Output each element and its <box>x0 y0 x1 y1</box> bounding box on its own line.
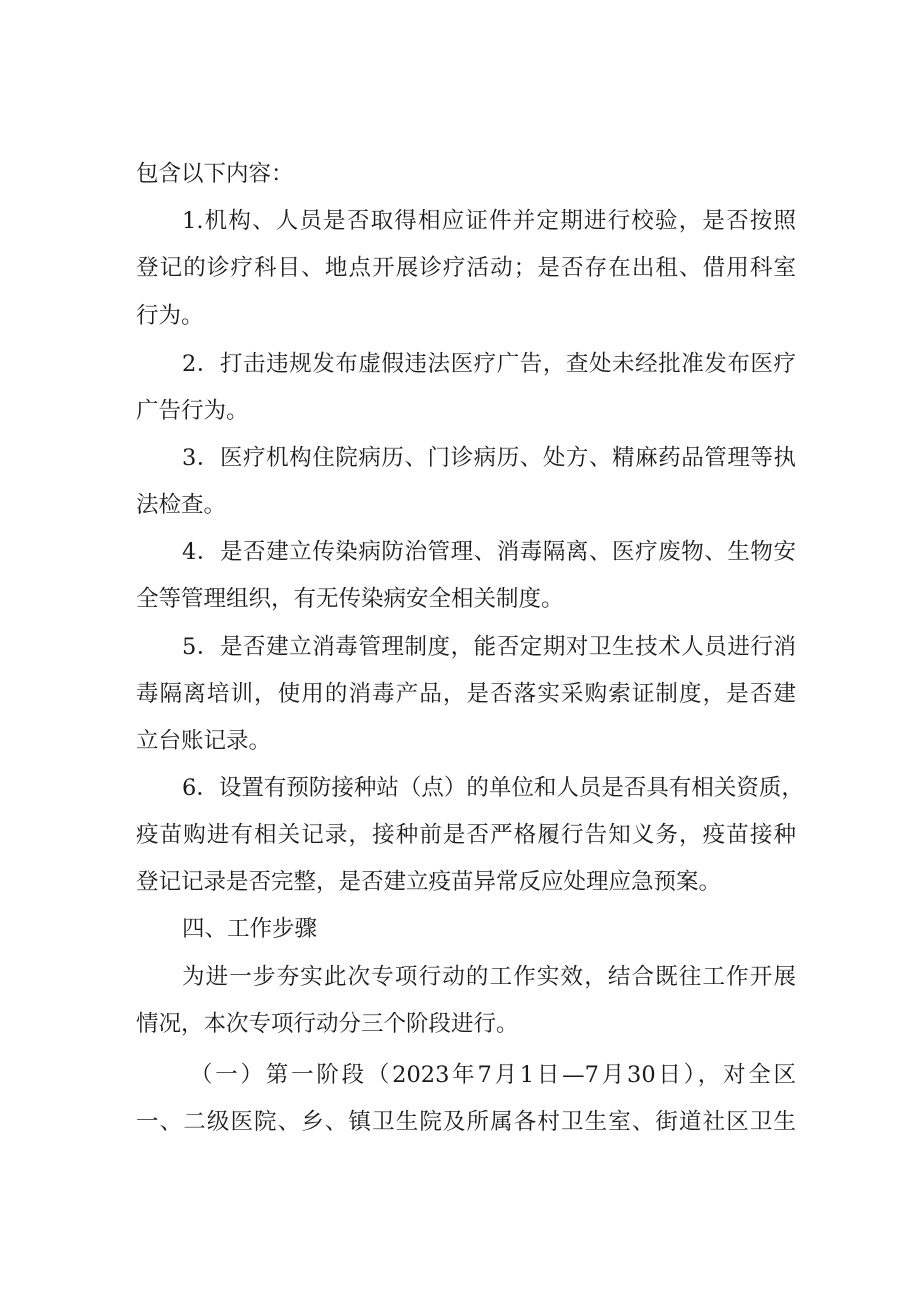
paragraph-line: 立台账记录。 <box>136 728 272 754</box>
paragraph-line: 包含以下内容： <box>136 161 294 187</box>
paragraph-line: 5．是否建立消毒管理制度，能否定期对卫生技术人员进行消 <box>182 634 796 660</box>
paragraph-line: 一、二级医院、乡、镇卫生院及所属各村卫生室、街道社区卫生 <box>136 1109 796 1135</box>
paragraph-line: 情况，本次专项行动分三个阶段进行。 <box>136 1011 519 1037</box>
paragraph-line: 6．设置有预防接种站（点）的单位和人员是否具有相关资质， <box>182 775 804 801</box>
paragraph-line: （一）第一阶段（2023年7月1日—7月30日），对全区 <box>190 1062 796 1088</box>
paragraph-line: 1.机构、人员是否取得相应证件并定期进行校验，是否按照 <box>182 208 796 234</box>
paragraph-line: 登记的诊疗科目、地点开展诊疗活动；是否存在出租、借用科室 <box>136 255 796 281</box>
paragraph-line: 全等管理组织，有无传染病安全相关制度。 <box>136 586 564 612</box>
paragraph-line: 2．打击违规发布虚假违法医疗广告，查处未经批准发布医疗 <box>182 351 796 377</box>
paragraph-line: 4．是否建立传染病防治管理、消毒隔离、医疗废物、生物安 <box>182 539 796 565</box>
paragraph-line: 法检查。 <box>136 492 227 518</box>
paragraph-line: 疫苗购进有相关记录，接种前是否严格履行告知义务，疫苗接种 <box>136 822 796 848</box>
paragraph-line: 为进一步夯实此次专项行动的工作实效，结合既往工作开展 <box>182 964 796 990</box>
paragraph-line: 毒隔离培训，使用的消毒产品，是否落实采购索证制度，是否建 <box>136 681 796 707</box>
paragraph-line: 3．医疗机构住院病历、门诊病历、处方、精麻药品管理等执 <box>182 445 796 471</box>
paragraph-line: 广告行为。 <box>136 398 249 424</box>
paragraph-line: 登记记录是否完整，是否建立疫苗异常反应处理应急预案。 <box>136 869 722 895</box>
paragraph-line: 行为。 <box>136 303 204 329</box>
section-heading: 四、工作步骤 <box>182 916 318 942</box>
